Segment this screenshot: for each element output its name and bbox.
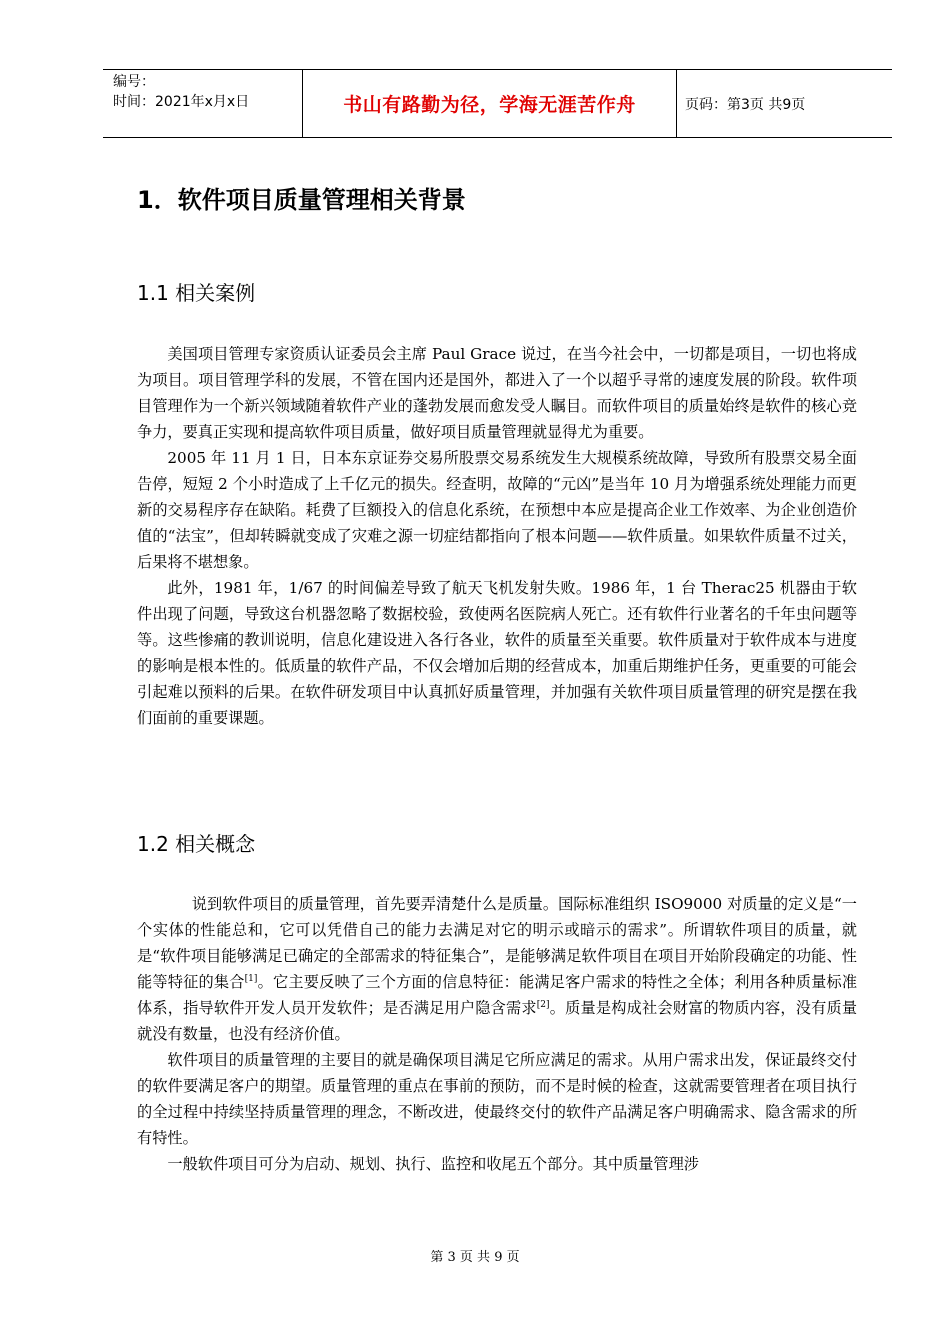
paragraph-text: 。它主要反映了三个方面的信息特征：能满足客户需求的特性之全体；利用各种质量标准体系，指导软件开发人员开发软件；是否满足用户隐含需求 [137,973,857,1017]
paragraph: 一般软件项目可分为启动、规划、执行、监控和收尾五个部分。其中质量管理涉 [167,1155,699,1173]
page-header [103,69,892,138]
header-meta [103,70,303,137]
paragraph: 2005 年 11 月 1 日，日本东京证券交易所股票交易系统发生大规模系统故障，导致所有股票交易全面告停，短短 2 个小时造成了上千亿元的损失。经查明，故障的“元凶”是当年 10 月为增强系统处理能力而更新的交易程序存在缺陷。耗费了巨额投入的信息化系统，在预想中本应是提高企业工作效率、为企业创造价值的“法宝”，但却转瞬就变成了灾难之源一切症结都指向了根本问题——软件质量。如果软件质量不过关，后果将不堪想象。 [137,449,857,571]
paragraph: 美国项目管理专家资质认证委员会主席 Paul Grace 说过，在当今社会中，一切都是项目，一切也将成为项目。项目管理学科的发展，不管在国内还是国外，都进入了一个以超乎寻常的速度发展的阶段。软件项目管理作为一个新兴领域随着软件产业的蓬勃发展而愈发受人瞩目。而软件项目的质量始终是软件的核心竞争力，要真正实现和提高软件项目质量，做好项目质量管理就显得尤为重要。 [137,345,857,441]
motto: 书山有路勤为径，学海无涯苦作舟 [343,94,636,116]
header-page-info [677,70,892,137]
time-label: 时间：2021年x月x日 [113,94,250,110]
section1-body [137,341,857,731]
paragraph-text: 。质量是构成社会财富的物质内容，没有质量就没有数量，也没有经济价值。 [137,999,857,1043]
paragraph-text: 说到软件项目的质量管理，首先要弄清楚什么是质量。国际标准组织 ISO9000 对质量的定义是“一个实体的性能总和，它可以凭借自己的能力去满足对它的明示或暗示的需求”。所谓软件项目的质量，就是“软件项目能够满足已确定的全部需求的特征集合”，是能够满足软件项目在项目开始阶段确定的功能、性能等特征的集合 [137,895,857,991]
page-info: 页码：第3页 共9页 [685,96,806,113]
citation-ref: [2] [536,999,550,1010]
header-motto-cell [303,70,677,137]
paragraph [137,891,857,1047]
citation-ref: [1] [244,973,258,984]
section2-body [137,891,857,1177]
chapter-title: 1．软件项目质量管理相关背景 [137,186,466,214]
page-footer: 第 3 页 共 9 页 [430,1250,520,1265]
number-label: 编号： [113,74,155,90]
paragraph: 此外，1981 年，1/67 的时间偏差导致了航天飞机发射失败。1986 年，1 台 Therac25 机器由于软件出现了问题，导致这台机器忽略了数据校验，致使两名医院病人死亡。还有软件行业著名的千年虫问题等等。这些惨痛的教训说明，信息化建设进入各行各业，软件的质量至关重要。软件质量对于软件成本与进度的影响是根本性的。低质量的软件产品，不仅会增加后期的经营成本，加重后期维护任务，更重要的可能会引起难以预料的后果。在软件研发项目中认真抓好质量管理，并加强有关软件项目质量管理的研究是摆在我们面前的重要课题。 [137,579,857,727]
paragraph: 软件项目的质量管理的主要目的就是确保项目满足它所应满足的需求。从用户需求出发，保证最终交付的软件要满足客户的期望。质量管理的重点在事前的预防，而不是时候的检查，这就需要管理者在项目执行的全过程中持续坚持质量管理的理念，不断改进，使最终交付的软件产品满足客户明确需求、隐含需求的所有特性。 [137,1051,857,1147]
section-heading-cases: 1.1 相关案例 [137,281,256,305]
section-heading-concepts: 1.2 相关概念 [137,832,256,856]
